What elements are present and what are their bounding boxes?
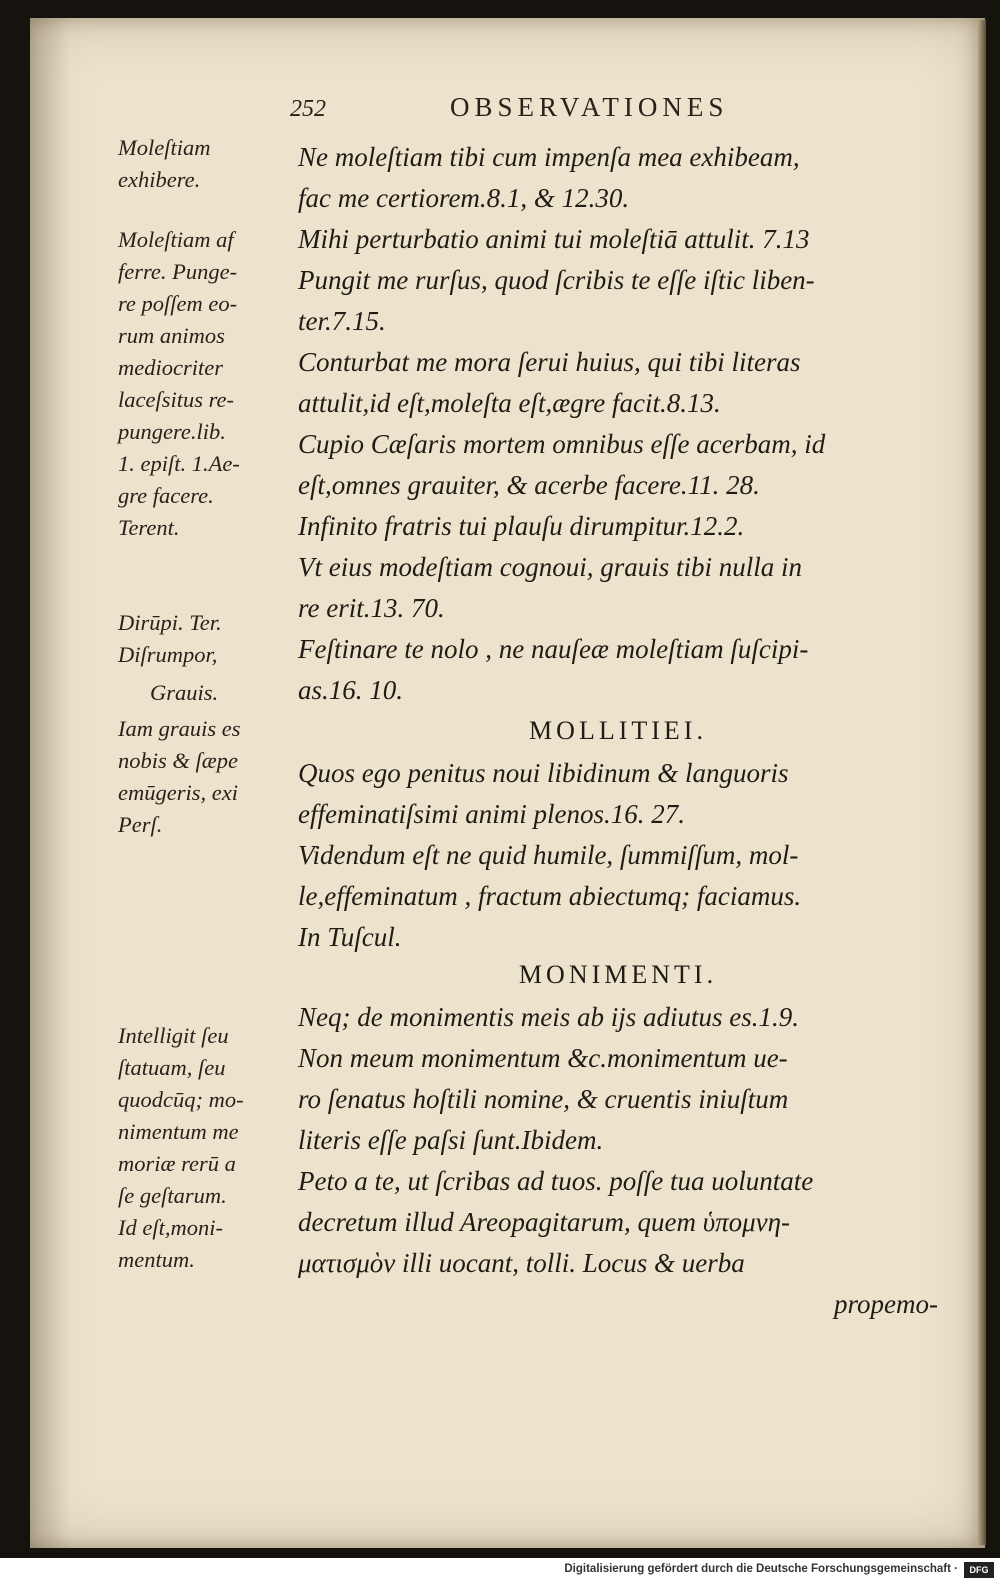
margin-note-line: ſtatuam, ſeu (118, 1055, 226, 1080)
margin-note-line: Dirūpi. Ter. (118, 610, 222, 635)
text-line: re erit.13. 70. (298, 593, 445, 623)
gutter-shadow (30, 18, 70, 1548)
text-line: Ne moleſtiam tibi cum impenſa mea exhibeam, (298, 142, 800, 172)
margin-note-line: Terent. (118, 515, 180, 540)
margin-note-line: quodcūq; mo- (118, 1087, 244, 1112)
margin-note-line: laceſsitus re- (118, 387, 235, 412)
text-line: ro ſenatus hoſtili nomine, & cruentis iniuſtum (298, 1084, 789, 1114)
margin-note-line: Id eſt,moni- (118, 1215, 223, 1240)
catchword: propemo- (834, 1289, 938, 1319)
margin-note-line: 1. epiſt. 1.Ae- (118, 451, 240, 476)
text-line: as.16. 10. (298, 675, 404, 705)
running-head (290, 92, 810, 128)
text-line: Cupio Cæſaris mortem omnibus eſſe acerbam, id (298, 429, 826, 459)
margin-note-line: Perſ. (118, 812, 163, 837)
text-line: fac me certiorem.8.1, & 12.30. (298, 183, 630, 213)
running-title: OBSERVATIONES (450, 92, 729, 122)
text-block (298, 753, 938, 958)
text-block (298, 137, 938, 711)
margin-note-line: pungere.lib. (118, 419, 226, 444)
margin-note-line: mentum. (118, 1247, 195, 1272)
margin-note (118, 132, 296, 196)
margin-note-line: Grauis. (150, 680, 219, 705)
dfg-logo: DFG (964, 1562, 994, 1578)
text-line: Videndum eſt ne quid humile, ſummiſſum, mol- (298, 840, 799, 870)
margin-note-line: Moleſtiam (118, 135, 211, 160)
text-line: In Tuſcul. (298, 922, 402, 952)
text-line: effeminatiſsimi animi plenos.16. 27. (298, 799, 685, 829)
margin-note-line: Iam grauis es (118, 716, 241, 741)
margin-note (118, 607, 296, 671)
margin-note-line: emūgeris, exi (118, 780, 238, 805)
margin-note-line: Diſrumpor, (118, 642, 218, 667)
text-line: le,effeminatum , fractum abiectumq; faciamus. (298, 881, 802, 911)
text-line: Vt eius modeſtiam cognoui, grauis tibi nulla in (298, 552, 802, 582)
text-line: eſt,omnes grauiter, & acerbe facere.11. 28. (298, 470, 760, 500)
text-line: Conturbat me mora ſerui huius, qui tibi literas (298, 347, 801, 377)
margin-note (118, 677, 296, 709)
text-line: ματισμὸν illi uocant, tolli. Locus & uerba (298, 1248, 745, 1278)
text-block (298, 997, 938, 1325)
margin-note-line: exhibere. (118, 167, 201, 192)
margin-note-line: gre facere. (118, 483, 214, 508)
margin-note-line: moriæ rerū a (118, 1151, 236, 1176)
text-line: Quos ego penitus noui libidinum & languoris (298, 758, 789, 788)
text-line: Feſtinare te nolo , ne nauſeæ moleſtiam ſuſcipi- (298, 634, 809, 664)
text-line: decretum illud Areopagitarum, quem ὑπομνη- (298, 1207, 791, 1237)
text-line: Pungit me rurſus, quod ſcribis te eſſe iſtic liben- (298, 265, 815, 295)
margin-note-line: mediocriter (118, 355, 223, 380)
text-line: Peto a te, ut ſcribas ad tuos. poſſe tua uoluntate (298, 1166, 814, 1196)
text-line: Mihi perturbatio animi tui moleſtiā attulit. 7.13 (298, 224, 810, 254)
text-line: ter.7.15. (298, 306, 386, 336)
section-heading: MOLLITIEI. (529, 716, 707, 745)
margin-note-line: ferre. Punge- (118, 259, 238, 284)
text-line: literis eſſe paſsi ſunt.Ibidem. (298, 1125, 604, 1155)
margin-note-line: Moleſtiam af (118, 227, 234, 252)
margin-note (118, 1020, 296, 1276)
margin-note (118, 224, 296, 544)
margin-note-line: ſe geſtarum. (118, 1183, 227, 1208)
margin-note-line: Intelligit ſeu (118, 1023, 229, 1048)
text-line: Neq; de monimentis meis ab ijs adiutus es.1.9. (298, 1002, 799, 1032)
margin-note-line: rum animos (118, 323, 225, 348)
margin-note-line: nimentum me (118, 1119, 239, 1144)
page-edge (978, 20, 986, 1545)
text-line: Infinito fratris tui plauſu dirumpitur.12.2. (298, 511, 745, 541)
funding-credit: Digitalisierung gefördert durch die Deutsche Forschungsgemeinschaft · (564, 1563, 958, 1575)
margin-note-line: re poſſem eo- (118, 291, 238, 316)
text-line: Non meum monimentum &c.monimentum ue- (298, 1043, 788, 1073)
margin-note-line: nobis & ſæpe (118, 748, 239, 773)
text-line: attulit,id eſt,moleſta eſt,ægre facit.8.13. (298, 388, 721, 418)
page-number: 252 (290, 96, 326, 122)
section-heading: MONIMENTI. (518, 960, 718, 989)
margin-note (118, 713, 296, 841)
